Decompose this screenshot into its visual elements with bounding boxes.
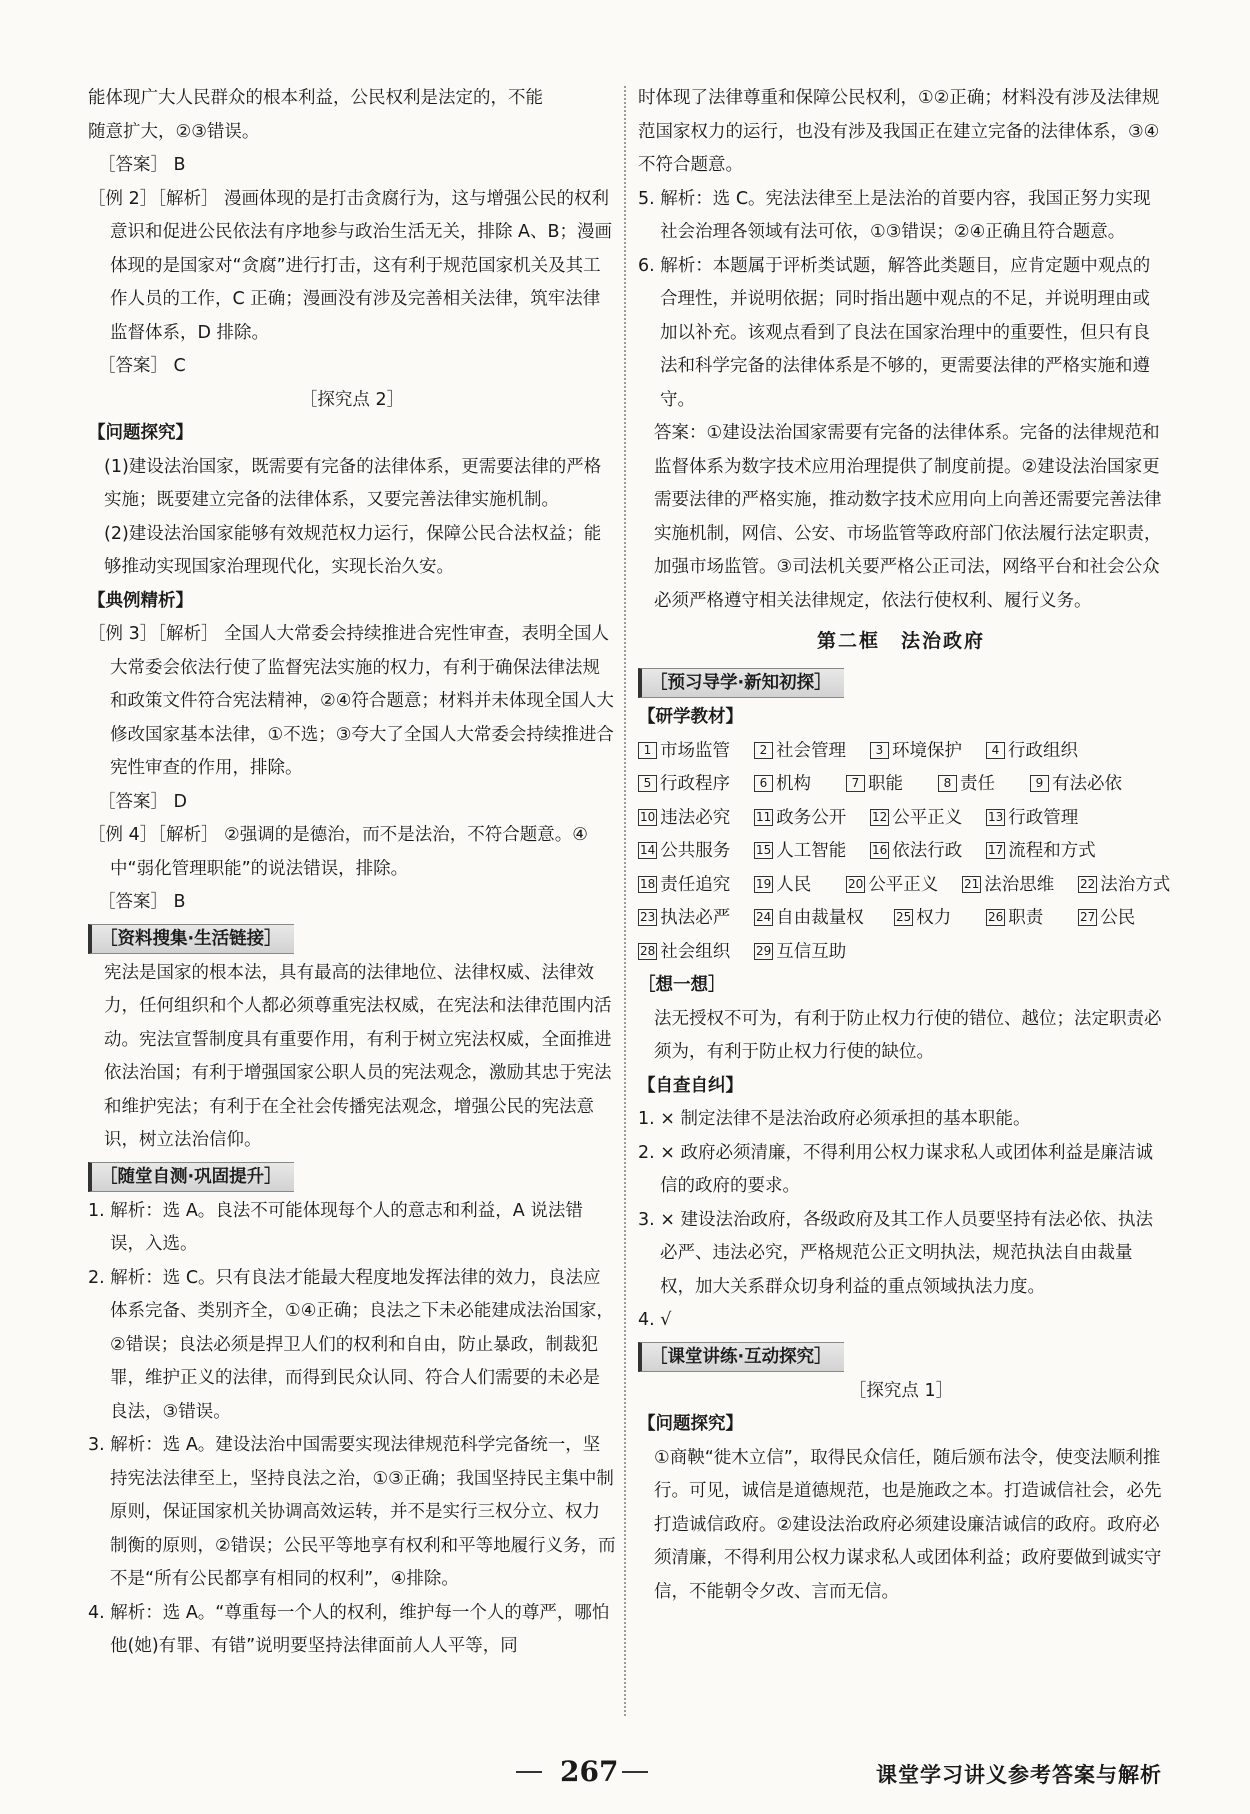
indented-paragraph: (2)建设法治国家能够有效规范权力运行，保障公民合法权益；能够推动实现国家治理现代化，实现长治久安。 <box>104 523 602 577</box>
term-number: 8 <box>938 775 957 792</box>
term-cell <box>638 768 754 802</box>
answer-item: 2. 解析：选 C。只有良法才能最大程度地发挥法律的效力，良法应体系完备、类别齐全，①④正确；良法之下未必能建成法治国家，②错误；良法必须是捍卫人们的权利和自由，防止暴政，制裁犯罪，维护正义的法律，而得到民众认同、符合人们需要的未必是良法，③错误。 <box>88 1267 614 1422</box>
term-word: 自由裁量权 <box>776 908 864 928</box>
answer-line: ［答案］ C <box>98 356 186 376</box>
section-title: ［随堂自测·巩固提升］ <box>88 1162 294 1192</box>
term-cell <box>638 936 754 970</box>
term-word: 互信互助 <box>776 941 847 962</box>
term-number: 9 <box>1030 775 1049 792</box>
term-number: 21 <box>964 876 980 891</box>
subheading: 【问题探究】 <box>88 423 193 443</box>
term-cell <box>1078 902 1170 936</box>
term-number: 19 <box>756 876 772 891</box>
term-cell <box>846 768 938 802</box>
terms-row <box>638 936 1164 970</box>
term-number: 1 <box>638 742 657 759</box>
study-heading: 【研学教材】 <box>638 707 743 727</box>
footer-dash-right <box>622 1771 648 1773</box>
term-cell <box>870 835 986 869</box>
page-footer <box>0 1755 1250 1795</box>
term-number: 27 <box>1080 910 1096 924</box>
explore-point-title: ［探究点 1］ <box>848 1380 954 1401</box>
term-number: 17 <box>988 843 1004 857</box>
term-number: 22 <box>1080 876 1096 891</box>
term-cell <box>754 768 846 802</box>
term-cell <box>870 802 986 836</box>
term-cell <box>638 802 754 836</box>
term-cell <box>1030 768 1146 802</box>
section-title-wrap <box>638 1338 1164 1375</box>
paragraph: 随意扩大，②③错误。 <box>88 121 260 142</box>
term-number: 3 <box>870 742 889 759</box>
answer-item: 2. × 政府必须清廉，不得利用公权力谋求私人或团体利益是廉洁诚信的政府的要求。 <box>638 1142 1153 1196</box>
term-word: 职责 <box>1008 908 1044 928</box>
page-number: 267 <box>560 1755 619 1788</box>
term-number: 28 <box>640 943 656 958</box>
term-number: 15 <box>756 843 772 857</box>
right-top-block <box>638 82 1164 618</box>
section-title: ［资料搜集·生活链接］ <box>88 924 294 954</box>
subheading: 【典例精析】 <box>88 590 193 611</box>
terms-row <box>638 768 1164 802</box>
left-column <box>88 82 616 1664</box>
term-cell <box>638 835 754 869</box>
term-cell <box>638 869 754 903</box>
term-number: 24 <box>756 910 772 924</box>
term-number: 7 <box>846 775 865 792</box>
indented-paragraph: ①商鞅“徙木立信”，取得民众信任，随后颁布法令，使变法顺利推行。可见，诚信是道德规范，也是施政之本。打造诚信社会，必先打造诚信政府。②建设法治政府必须建设廉洁诚信的政府。政府必须清廉，不得利用公权力谋求私人或团体利益；政府要做到诚实守信，不能朝令夕改、言而无信。 <box>654 1447 1162 1602</box>
term-word: 政务公开 <box>776 807 847 828</box>
term-number: 4 <box>986 742 1005 759</box>
answer-item: 3. 解析：选 A。建设法治中国需要实现法律规范科学完备统一，坚持宪法法律至上，坚持良法之治，①③正确；我国坚持民主集中制原则，保证国家机关协调高效运转，并不是实行三权分立、权力制衡的原则，②错误；公民平等地享有权利和平等地履行义务，而不是“所有公民都享有相同的权利”，④排除。 <box>88 1435 616 1589</box>
term-word: 市场监管 <box>660 740 730 761</box>
term-number: 20 <box>848 876 864 891</box>
term-number: 25 <box>896 910 912 924</box>
term-number: 18 <box>640 876 656 891</box>
term-cell <box>754 902 894 936</box>
term-word: 有法必依 <box>1052 774 1122 794</box>
terms-row <box>638 835 1164 869</box>
footer-label: 课堂学习讲义参考答案与解析 <box>876 1763 1162 1787</box>
term-number: 16 <box>872 843 888 857</box>
term-word: 行政管理 <box>1008 807 1079 828</box>
indented-paragraph: 法无授权不可为，有利于防止权力行使的错位、越位；法定职责必须为，有利于防止权力行使的缺位。 <box>654 1008 1162 1062</box>
term-cell <box>870 735 986 769</box>
term-number: 13 <box>988 809 1004 824</box>
term-number: 23 <box>640 910 656 924</box>
term-cell <box>638 735 754 769</box>
term-word: 社会组织 <box>660 941 731 962</box>
term-number: 11 <box>756 809 772 824</box>
term-cell <box>986 735 1102 769</box>
term-word: 行政程序 <box>660 774 730 794</box>
subheading: 【问题探究】 <box>638 1414 743 1434</box>
term-number: 6 <box>754 775 773 792</box>
term-word: 责任 <box>960 774 995 794</box>
term-number: 26 <box>988 910 1004 924</box>
term-word: 责任追究 <box>660 874 731 895</box>
term-cell <box>754 802 870 836</box>
answer-line: ［答案］ B <box>98 155 186 175</box>
term-word: 法治方式 <box>1100 874 1171 895</box>
answer-item: 5. 解析：选 C。宪法法律至上是法治的首要内容，我国正努力实现社会治理各领域有法可依，①③错误；②④正确且符合题意。 <box>638 188 1151 242</box>
term-word: 权力 <box>916 908 952 928</box>
term-word: 执法必严 <box>660 908 731 928</box>
terms-row <box>638 902 1164 936</box>
term-cell <box>754 835 870 869</box>
term-number: 29 <box>756 943 772 958</box>
indented-paragraph: 宪法是国家的根本法，具有最高的法律地位、法律权威、法律效力，任何组织和个人都必须尊重宪法权威，在宪法和法律范围内活动。宪法宣誓制度具有重要作用，有利于树立宪法权威，全面推进依法治国；有利于增强国家公职人员的宪法观念，激励其忠于宪法和维护宪法；有利于在全社会传播宪法观念，增强公民的宪法意识，树立法治信仰。 <box>104 962 612 1150</box>
terms-row <box>638 869 1171 903</box>
terms-row <box>638 735 1164 769</box>
term-cell <box>986 835 1126 869</box>
term-number: 2 <box>754 742 773 759</box>
term-cell <box>1078 869 1194 903</box>
answer-item: ［例 2］［解析］ 漫画体现的是打击贪腐行为，这与增强公民的权利意识和促进公民依法有序地参与政治生活无关，排除 A、B；漫画体现的是国家对“贪腐”进行打击，这有利于规范国家机关及其工作人员的工作，C 正确；漫画没有涉及完善相关法律，筑牢法律监督体系，D 排除。 <box>88 188 613 343</box>
term-word: 公平正义 <box>892 807 963 828</box>
term-cell <box>986 802 1102 836</box>
term-word: 公民 <box>1100 908 1136 928</box>
term-word: 法治思维 <box>984 874 1055 895</box>
section-title-wrap <box>88 920 616 957</box>
column-divider <box>624 86 626 1716</box>
term-number: 10 <box>640 809 656 824</box>
answer-item: 6. 解析：本题属于评析类试题，解答此类题目，应肯定题中观点的合理性，并说明依据；同时指出题中观点的不足，并说明理由或加以补充。该观点看到了良法在国家治理中的重要性，但只有良法和科学完备的法律体系是不够的，更需要法律的严格实施和遵守。 <box>638 255 1151 410</box>
section-title: ［课堂讲练·互动探究］ <box>638 1342 844 1372</box>
term-cell <box>638 902 754 936</box>
answer-item: 1. × 制定法律不是法治政府必须承担的基本职能。 <box>638 1109 1031 1129</box>
right-bottom-block <box>638 969 1164 1609</box>
frame-title: 第二框 法治政府 <box>816 630 985 652</box>
term-word: 社会管理 <box>776 740 846 761</box>
term-number: 12 <box>872 809 888 824</box>
term-word: 职能 <box>868 774 903 794</box>
term-word: 环境保护 <box>892 740 962 761</box>
indented-paragraph: (1)建设法治国家，既需要有完备的法律体系，更需要法律的严格实施；既要建立完备的法律体系，又要完善法律实施机制。 <box>104 456 602 510</box>
term-word: 行政组织 <box>1008 740 1078 761</box>
answer-item: ［例 4］［解析］ ②强调的是德治，而不是法治，不符合题意。④中“弱化管理职能”的说法错误，排除。 <box>88 825 588 879</box>
term-number: 5 <box>638 775 657 792</box>
term-cell <box>754 869 846 903</box>
answer-line: ［答案］ D <box>98 791 188 812</box>
paragraph: 能体现广大人民群众的根本利益，公民权利是法定的，不能 <box>88 88 543 108</box>
answer-item: 1. 解析：选 A。良法不可能体现每个人的意志和利益，A 说法错误，入选。 <box>88 1200 583 1254</box>
term-word: 公共服务 <box>660 841 731 861</box>
terms-grid <box>638 735 1171 970</box>
footer-dash-left <box>516 1771 542 1773</box>
subheading: 【自查自纠】 <box>638 1075 743 1096</box>
term-cell <box>846 869 962 903</box>
paragraph: 时体现了法律尊重和保障公民权利，①②正确；材料没有涉及法律规范国家权力的运行，也没有涉及我国正在建立完备的法律体系，③④不符合题意。 <box>638 88 1160 175</box>
term-number: 14 <box>640 843 656 857</box>
answer-item: 4. √ <box>638 1310 672 1330</box>
term-word: 机构 <box>776 774 811 794</box>
explore-point-title: ［探究点 2］ <box>299 389 405 410</box>
answer-item: ［例 3］［解析］ 全国人大常委会持续推进合宪性审查，表明全国人大常委会依法行使了监督宪法实施的权力，有利于确保法律法规和政策文件符合宪法精神，②④符合题意；材料并未体现全国人大修改国家基本法律，①不选；③夸大了全国人大常委会持续推进合宪性审查的作用，排除。 <box>88 624 614 778</box>
term-cell <box>754 735 870 769</box>
answer-item: 3. × 建设法治政府，各级政府及其工作人员要坚持有法必依、执法必严、违法必究，严格规范公正文明执法，规范执法自由裁量权，加大关系群众切身利益的重点领域执法力度。 <box>638 1209 1153 1297</box>
term-cell <box>938 768 1030 802</box>
term-word: 流程和方式 <box>1008 841 1096 861</box>
term-word: 公平正义 <box>868 874 939 895</box>
term-cell <box>986 902 1078 936</box>
term-word: 依法行政 <box>892 841 963 861</box>
term-word: 人民 <box>776 874 812 895</box>
term-word: 违法必究 <box>660 807 731 828</box>
indented-paragraph: 答案：①建设法治国家需要有完备的法律体系。完备的法律规范和监督体系为数字技术应用治理提供了制度前提。②建设法治国家更需要法律的严格实施，推动数字技术应用向上向善还需要完善法律实施机制，网信、公安、市场监管等政府部门依法履行法定职责，加强市场监管。③司法机关要严格公正司法，网络平台和社会公众必须严格遵守相关法律规定，依法行使权利、履行义务。 <box>654 423 1162 611</box>
subheading: ［想一想］ <box>638 975 726 995</box>
term-cell <box>962 869 1078 903</box>
preview-section-title: ［预习导学·新知初探］ <box>638 668 844 698</box>
term-cell <box>754 936 870 970</box>
answer-line: ［答案］ B <box>98 892 186 912</box>
right-column <box>638 82 1171 1609</box>
terms-row <box>638 802 1164 836</box>
section-title-wrap <box>88 1158 616 1195</box>
term-word: 人工智能 <box>776 841 847 861</box>
answer-item: 4. 解析：选 A。“尊重每一个人的权利，维护每一个人的尊严，哪怕他(她)有罪、有错”说明要坚持法律面前人人平等，同 <box>88 1602 610 1656</box>
term-cell <box>894 902 986 936</box>
